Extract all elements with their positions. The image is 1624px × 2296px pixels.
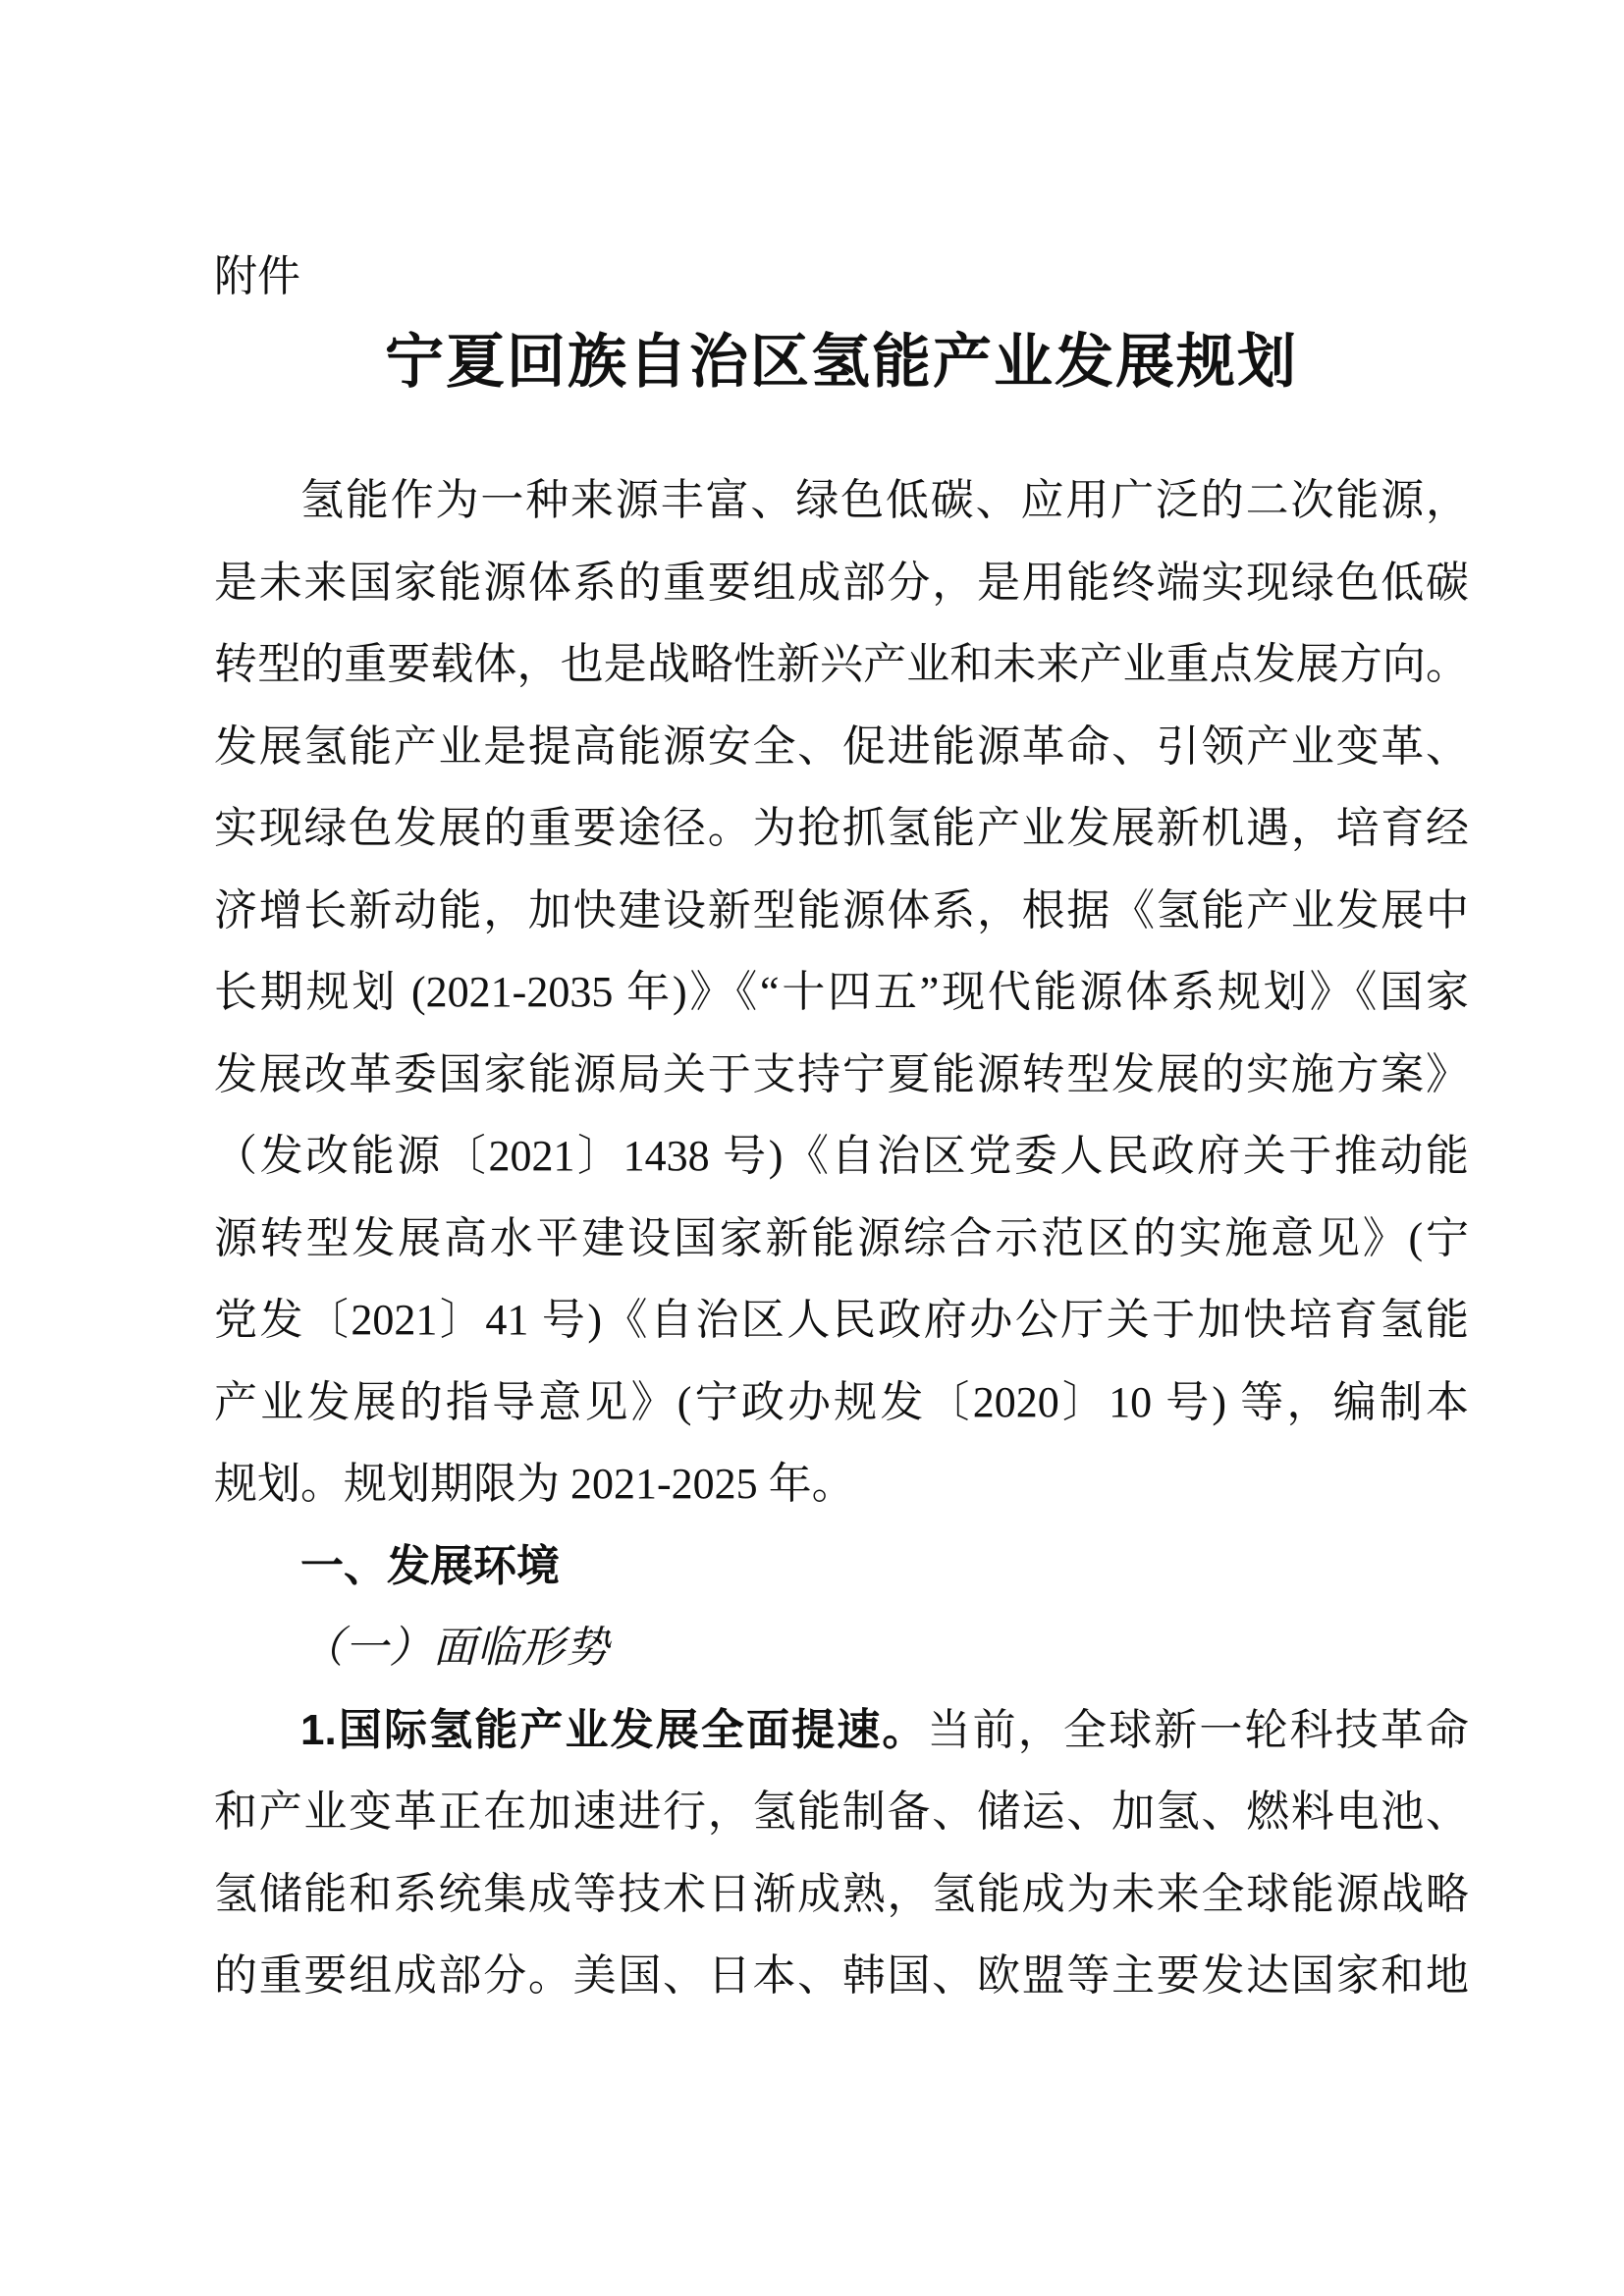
document-title: 宁夏回族自治区氢能产业发展规划 (385, 329, 1298, 395)
intro-line: （发改能源〔2021〕1438 号)《自治区党委人民政府关于推动能 (214, 1132, 1469, 1180)
intro-line: 实现绿色发展的重要途径。为抢抓氢能产业发展新机遇，培育经 (214, 804, 1469, 852)
intro-line: 转型的重要载体，也是战略性新兴产业和未来产业重点发展方向。 (214, 640, 1469, 688)
item1-lead-rest: 当前，全球新一轮科技革命 (927, 1705, 1469, 1754)
document-content (214, 0, 1469, 2017)
item1-line: 的重要组成部分。美国、日本、韩国、欧盟等主要发达国家和地 (214, 1951, 1469, 2000)
intro-line: 产业发展的指导意见》(宁政办规发〔2020〕10 号) 等，编制本 (214, 1377, 1469, 1426)
intro-line: 氢能作为一种来源丰富、绿色低碳、应用广泛的二次能源， (300, 476, 1469, 524)
intro-paragraph (214, 459, 1469, 1525)
item1-first-line (214, 1689, 1469, 1772)
intro-line: 发展改革委国家能源局关于支持宁夏能源转型发展的实施方案》 (214, 1049, 1469, 1098)
item1-paragraph (214, 1689, 1469, 2017)
intro-line: 党发〔2021〕41 号)《自治区人民政府办公厅关于加快培育氢能 (214, 1296, 1469, 1344)
subsection-heading: （一）面临形势 (300, 1624, 610, 1672)
attachment-label: 附件 (214, 252, 300, 300)
intro-line: 规划。规划期限为 2021-2025 年。 (214, 1460, 855, 1508)
intro-line: 源转型发展高水平建设国家新能源综合示范区的实施意见》(宁 (214, 1213, 1469, 1262)
item1-lead: 1.国际氢能产业发展全面提速。 (300, 1705, 928, 1754)
item1-line: 和产业变革正在加速进行，氢能制备、储运、加氢、燃料电池、 (214, 1788, 1469, 1836)
item1-line: 氢储能和系统集成等技术日渐成熟，氢能成为未来全球能源战略 (214, 1869, 1469, 1918)
intro-line: 是未来国家能源体系的重要组成部分，是用能终端实现绿色低碳 (214, 558, 1469, 607)
intro-line: 发展氢能产业是提高能源安全、促进能源革命、引领产业变革、 (214, 721, 1469, 771)
intro-line: 长期规划 (2021-2035 年)》《“十四五”现代能源体系规划》《国家 (214, 968, 1469, 1016)
intro-line: 济增长新动能，加快建设新型能源体系，根据《氢能产业发展中 (214, 885, 1469, 934)
section-heading: 一、发展环境 (300, 1541, 560, 1590)
